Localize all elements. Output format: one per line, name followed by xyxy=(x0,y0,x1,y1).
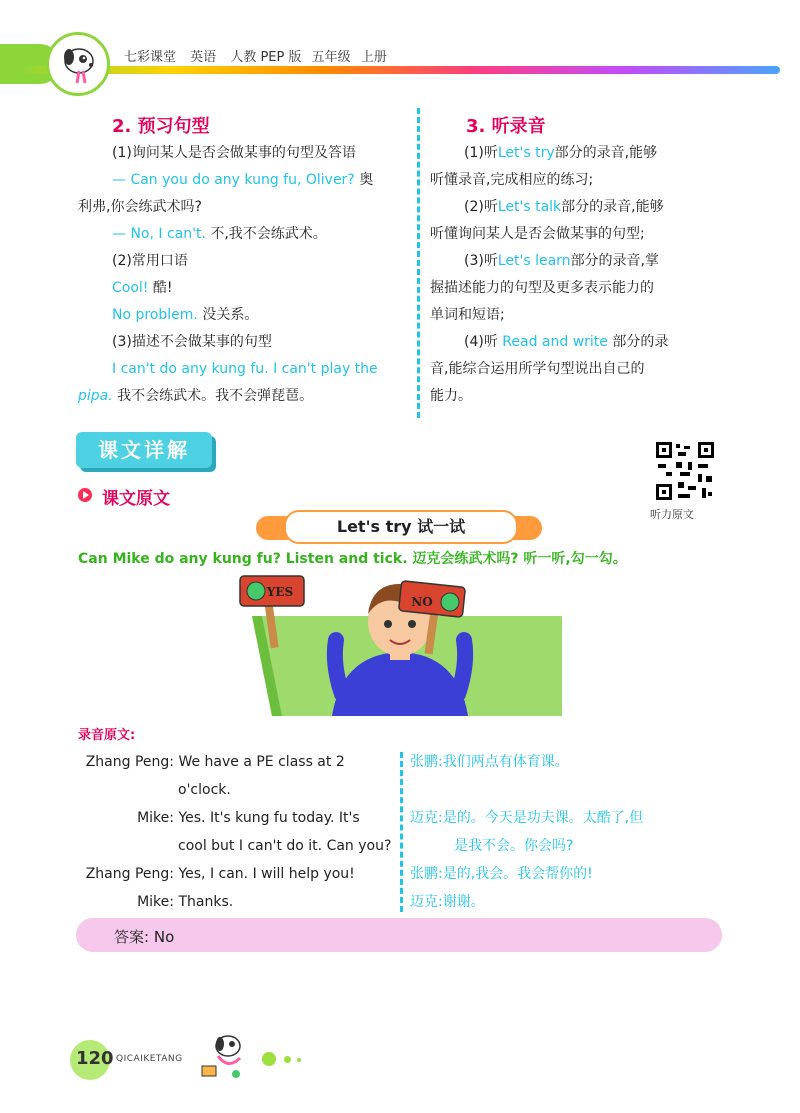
question-cn2: 利弗,你会练武术吗? xyxy=(78,199,202,215)
dialogue-english xyxy=(78,748,398,916)
header-grade: 五年级 xyxy=(311,50,351,65)
line-cn: 迈克:谢谢。 xyxy=(410,894,485,910)
page-number: 120 xyxy=(76,1048,114,1069)
listen-question xyxy=(78,548,627,568)
line-cn: 迈克:是的。今天是功夫课。太酷了,但 xyxy=(410,810,644,826)
p2-en: Let's talk xyxy=(497,199,562,215)
p4-d: 能力。 xyxy=(430,388,472,404)
p2-a: (2)听 xyxy=(464,199,498,215)
answer-value: No xyxy=(153,928,175,946)
dog-mascot-icon xyxy=(49,35,107,93)
question-en: — Can you do any kung fu, Oliver? xyxy=(112,172,355,188)
qr-code-icon[interactable] xyxy=(654,440,716,502)
p3-b: 部分的录音,掌 xyxy=(570,253,660,269)
footer-dot-small xyxy=(297,1058,301,1062)
p4-b: 部分的录 xyxy=(612,334,669,350)
line-cn: 张鹏:我们两点有体育课。 xyxy=(410,754,569,770)
right-heading: 3. 听录音 xyxy=(466,116,546,137)
p3-a: (3)听 xyxy=(464,253,498,269)
header-volume: 上册 xyxy=(360,50,387,65)
recording-label: 录音原文: xyxy=(78,728,136,743)
header-subject: 英语 xyxy=(190,50,217,65)
original-text-heading: 课文原文 xyxy=(102,489,170,509)
cant-en1: I can't do any kung fu. I can't play the xyxy=(112,361,378,377)
line-en: Thanks. xyxy=(178,894,234,910)
left-column-text xyxy=(78,140,412,410)
sign-yes: YES xyxy=(266,585,294,599)
left-heading: 2. 预习句型 xyxy=(112,116,210,137)
dialogue-chinese xyxy=(410,748,726,916)
speaker: Mike: xyxy=(137,810,174,826)
cool-cn: 酷! xyxy=(152,280,173,296)
speaker: Zhang Peng: xyxy=(85,866,174,882)
item3: (3)描述不会做某事的句型 xyxy=(112,334,272,350)
answer-label: 答案: xyxy=(114,928,150,946)
cool-en: Cool! xyxy=(112,280,149,296)
p3-d: 单词和短语; xyxy=(430,307,505,323)
p4-en: Read and write xyxy=(502,334,608,350)
question-cn1: 奥 xyxy=(359,172,374,188)
item1: (1)询问某人是否会做某事的句型及答语 xyxy=(112,145,356,161)
footer-dot-large xyxy=(262,1052,276,1066)
mascot-logo xyxy=(46,32,110,96)
qr-label: 听力原文 xyxy=(650,508,694,521)
footer-mascot-icon xyxy=(196,1030,252,1080)
header-series: 七彩课堂 xyxy=(124,50,177,65)
sign-no: NO xyxy=(411,595,433,609)
p3-c: 握描述能力的句型及更多表示能力的 xyxy=(430,280,654,296)
p2-b: 部分的录音,能够 xyxy=(561,199,664,215)
line-cn: 是我不会。你会吗? xyxy=(454,838,574,854)
line-en: We have a PE class at 2 xyxy=(178,754,345,770)
noproblem-cn: 没关系。 xyxy=(202,307,259,323)
column-divider xyxy=(417,108,420,418)
header-edition: 人教 PEP 版 xyxy=(230,50,302,65)
cant-en2: pipa. xyxy=(78,388,113,404)
header-info xyxy=(124,46,397,65)
line-en: cool but I can't do it. Can you? xyxy=(178,838,392,854)
noproblem-en: No problem. xyxy=(112,307,198,323)
dialogue-line xyxy=(78,860,398,888)
speaker: Mike: xyxy=(137,894,174,910)
answer-cn: 不,我不会练武术。 xyxy=(210,226,327,242)
p1-c: 听懂录音,完成相应的练习; xyxy=(430,172,594,188)
p3-en: Let's learn xyxy=(497,253,571,269)
dialogue-line xyxy=(78,804,398,832)
line-en: o'clock. xyxy=(178,782,231,798)
dialogue-divider xyxy=(400,752,403,912)
header-rainbow-bar xyxy=(20,66,780,74)
answer-en: — No, I can't. xyxy=(112,226,206,242)
dialogue-line xyxy=(78,888,398,916)
line-cn: 张鹏:是的,我会。我会帮你的! xyxy=(410,866,593,882)
answer-text xyxy=(114,926,174,947)
line-en: Yes, I can. I will help you! xyxy=(178,866,355,882)
lesson-detail-badge: 课文详解 xyxy=(76,432,212,468)
p4-a: (4)听 xyxy=(464,334,498,350)
question-cn: 迈克会练武术吗? 听一听,勾一勾。 xyxy=(412,551,627,567)
right-column-text xyxy=(430,140,726,410)
question-en: Can Mike do any kung fu? Listen and tick. xyxy=(78,551,408,567)
p1-a: (1)听 xyxy=(464,145,498,161)
play-bullet-icon xyxy=(78,488,92,502)
footer-brand: QICAIKETANG xyxy=(116,1054,183,1064)
item2: (2)常用口语 xyxy=(112,253,188,269)
p1-b: 部分的录音,能够 xyxy=(554,145,658,161)
p1-en: Let's try xyxy=(497,145,555,161)
p4-c: 音,能综合运用所学句型说出自己的 xyxy=(430,361,645,377)
lets-try-title: Let's try 试一试 xyxy=(284,510,518,544)
line-en: Yes. It's kung fu today. It's xyxy=(178,810,360,826)
boy-with-signs-illustration xyxy=(232,574,568,716)
dialogue-line xyxy=(78,748,398,776)
p2-c: 听懂询问某人是否会做某事的句型; xyxy=(430,226,645,242)
footer-dot-medium xyxy=(284,1056,291,1063)
speaker: Zhang Peng: xyxy=(85,754,174,770)
cant-cn: 我不会练武术。我不会弹琵琶。 xyxy=(117,388,314,404)
